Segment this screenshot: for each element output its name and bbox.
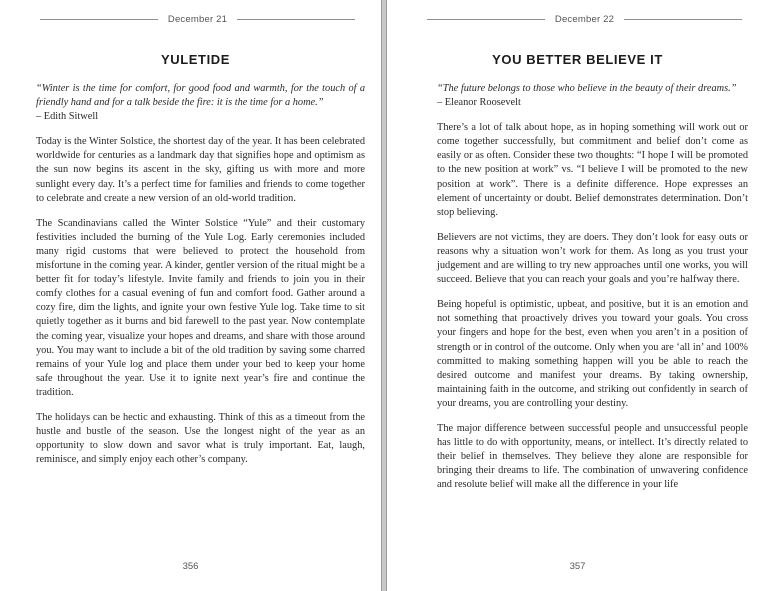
page-number: 356 xyxy=(182,561,199,572)
right-page xyxy=(386,0,768,591)
body-paragraph: The Scandinavians called the Winter Solstice “Yule” and their customary festivities included the burning of the Yule Log. Early ceremonies included many rigid customs that were believed to protect the household from misfortune in the coming year. A kinder, gentler version of the ritual might be a better fit for today’s lifestyle. Invite family and friends to join you in their comfy clothes for a casual evening of fun and comfort food. Gather around a cozy fire, dim the lights, and ignite your own festive Yule log. Take time to sit quietly together as it burns and bid farewell to the past year. Now contemplate the coming year, visualize your hopes and dreams, and share with those around you. You may want to include a bit of the old tradition by saving some charred remains of your Yule log and place them under your bed to keep your home safe throughout the year. Use it to ignite next year’s fire and continue the tradition. xyxy=(36,217,365,398)
header-rule-left xyxy=(427,19,545,20)
page-date: December 21 xyxy=(167,13,228,25)
page-number: 357 xyxy=(569,561,586,572)
page-body xyxy=(36,82,365,478)
epigraph-attribution: – Edith Sitwell xyxy=(36,111,99,123)
body-paragraph: Today is the Winter Solstice, the shortest day of the year. It has been celebrated worldwide for centuries as a landmark day that signifies hope and optimism as the sun now begins its ascent in the sky, gifting us with more and more sunlight every day. It’s a perfect time for families and friends to come together to celebrate and create a new version of an old-world tradition. xyxy=(36,136,365,204)
page-title: YOU BETTER BELIEVE IT xyxy=(492,52,663,67)
page-title: YULETIDE xyxy=(160,52,231,67)
body-paragraph: The major difference between successful people and unsuccessful people has little to do with opportunity, means, or intellect. It’s directly related to their belief in themselves. They believe they alone are responsible for bringing their dreams to life. The combination of unwavering confidence and resolute belief will make all the difference in your life xyxy=(437,422,748,491)
page-body xyxy=(437,82,748,503)
header-rule-right xyxy=(624,19,742,20)
page-date: December 22 xyxy=(554,13,615,25)
page-header xyxy=(427,12,742,26)
left-page xyxy=(0,0,382,591)
body-paragraph: There’s a lot of talk about hope, as in hoping something will work out or come together successfully, but commitment and belief don’t come as easily or as often. Consider these two thoughts: “I hope I will be promoted to the new position at work” vs. “I believe I will be promoted to the new position at work”. There is a definite difference. Hope expresses an element of uncertainty or doubt. Belief demonstrates determination. Don’t stop believing. xyxy=(437,122,748,218)
body-paragraph: Believers are not victims, they are doers. They don’t look for easy outs or reasons why a situation won’t work for them. As long as you trust your judgement and are willing to try new approaches until one works, you will succeed. Believe that you can reach your goals and you’re halfway there. xyxy=(437,231,748,286)
header-rule-left xyxy=(40,19,158,20)
body-paragraph: The holidays can be hectic and exhausting. Think of this as a timeout from the hustle and bustle of the season. Use the longest night of the year as an opportunity to slow down and savor what is truly important. Eat, laugh, reminisce, and simply enjoy each other’s company. xyxy=(36,411,365,466)
epigraph-attribution: – Eleanor Roosevelt xyxy=(437,97,521,109)
body-paragraph: Being hopeful is optimistic, upbeat, and positive, but it is an emotion and not something that proactively drives you toward your goals. You cross your fingers and hope for the best, even when you aren’t in a position of strength or in control of the outcome. Only when you are ‘all in’ and 100% committed to making something happen will you be able to reach the desired outcome and manifest your dreams. By taking ownership, maintaining faith in the outcome, and striking out confidently in search of your dreams, you are controlling your destiny. xyxy=(437,299,748,409)
page-header xyxy=(40,12,355,26)
epigraph-quote: “The future belongs to those who believe in the beauty of their dreams.” xyxy=(437,83,737,94)
epigraph-quote: “Winter is the time for comfort, for good food and warmth, for the touch of a friendly hand and for a talk beside the fire: it is the time for a home.” xyxy=(36,83,365,109)
header-rule-right xyxy=(237,19,355,20)
